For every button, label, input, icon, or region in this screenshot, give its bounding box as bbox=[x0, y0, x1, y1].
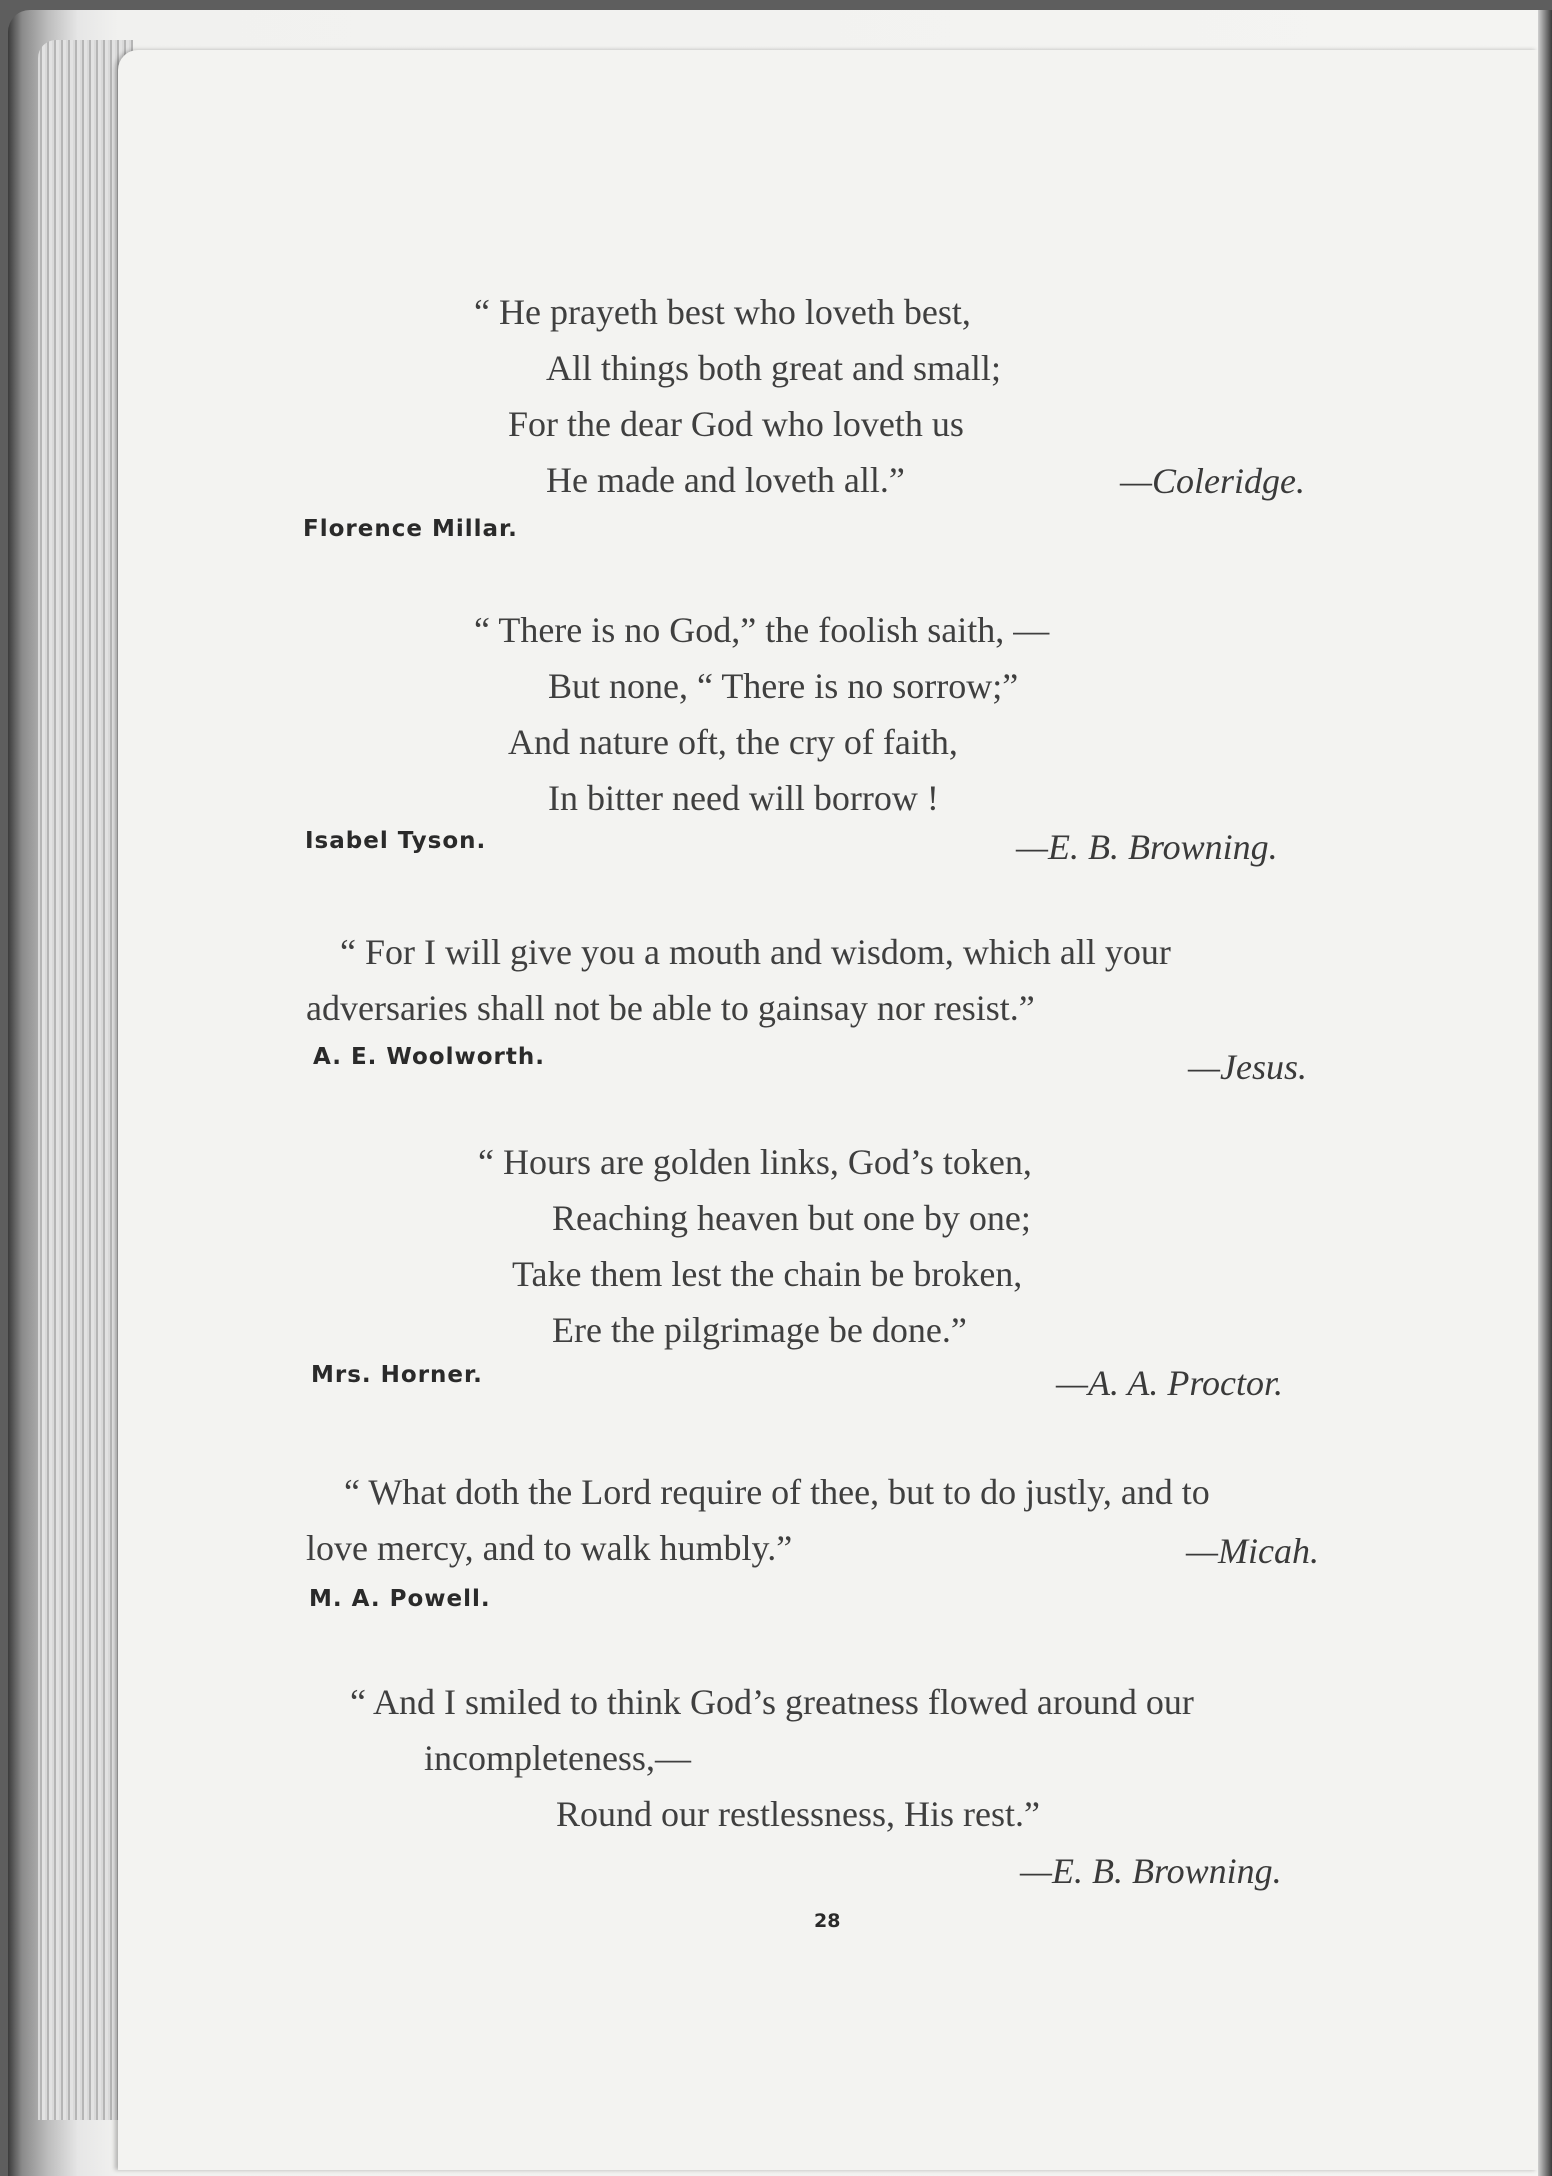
binding-edge bbox=[1538, 10, 1552, 2176]
quote-line: In bitter need will borrow ! bbox=[548, 778, 939, 818]
contributor-name: Mrs. Horner. bbox=[311, 1362, 483, 1388]
quote-line: And nature oft, the cry of faith, bbox=[508, 722, 958, 762]
quote-line: “ He prayeth best who loveth best, bbox=[474, 292, 971, 332]
quote-line: All things both great and small; bbox=[546, 348, 1001, 388]
quote-line: Round our restlessness, His rest.” bbox=[556, 1794, 1040, 1834]
quote-line: love mercy, and to walk humbly.” bbox=[306, 1528, 793, 1568]
contributor-name: Florence Millar. bbox=[303, 516, 518, 542]
quote-source: —Micah. bbox=[1186, 1531, 1319, 1571]
quote-line: Reaching heaven but one by one; bbox=[552, 1198, 1031, 1238]
quote-line: Ere the pilgrimage be done.” bbox=[552, 1310, 967, 1350]
quote-line: But none, “ There is no sorrow;” bbox=[548, 666, 1019, 706]
quote-source: —Coleridge. bbox=[1120, 461, 1305, 501]
contributor-name: A. E. Woolworth. bbox=[313, 1044, 545, 1070]
quote-line: “ For I will give you a mouth and wisdom, which all your bbox=[340, 932, 1171, 972]
quote-line: For the dear God who loveth us bbox=[508, 404, 964, 444]
quote-line: He made and loveth all.” bbox=[546, 460, 905, 500]
page-number: 28 bbox=[814, 1910, 841, 1932]
quote-line: “ Hours are golden links, God’s token, bbox=[478, 1142, 1032, 1182]
quote-line: “ What doth the Lord require of thee, but to do justly, and to bbox=[344, 1472, 1210, 1512]
quote-source: —Jesus. bbox=[1188, 1047, 1307, 1087]
quote-source: —A. A. Proctor. bbox=[1056, 1363, 1284, 1403]
book-spread bbox=[8, 10, 1552, 2176]
quote-source: —E. B. Browning. bbox=[1016, 827, 1278, 867]
quote-source: —E. B. Browning. bbox=[1020, 1851, 1282, 1891]
contributor-name: Isabel Tyson. bbox=[305, 828, 487, 854]
quote-line: adversaries shall not be able to gainsay nor resist.” bbox=[306, 988, 1035, 1028]
quote-line: “ There is no God,” the foolish saith, — bbox=[474, 610, 1050, 650]
quote-line: Take them lest the chain be broken, bbox=[512, 1254, 1023, 1294]
quote-line: “ And I smiled to think God’s greatness flowed around our bbox=[350, 1682, 1194, 1722]
quote-line: incompleteness,— bbox=[424, 1738, 691, 1778]
contributor-name: M. A. Powell. bbox=[309, 1586, 491, 1612]
